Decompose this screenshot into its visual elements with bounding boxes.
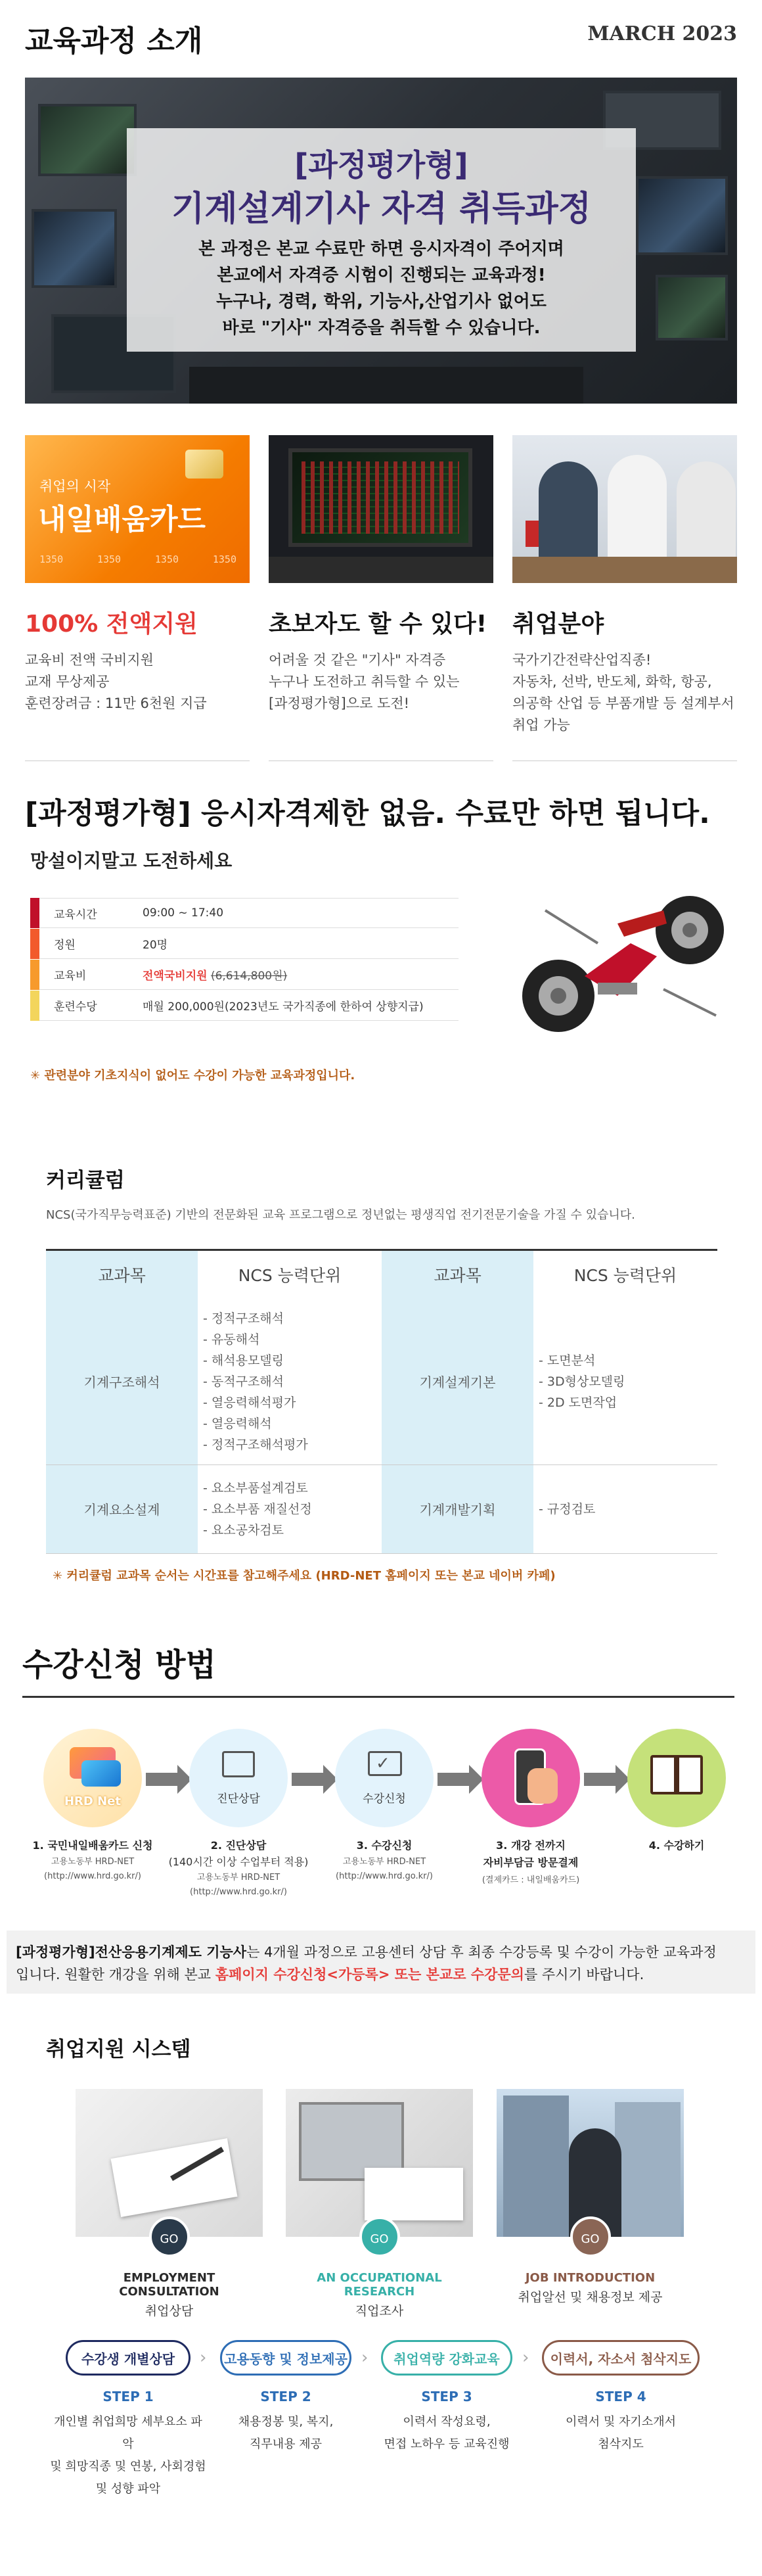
info-key: 훈련수당 bbox=[54, 1000, 97, 1014]
hero-banner bbox=[25, 78, 737, 404]
info-key: 교육시간 bbox=[54, 908, 97, 922]
step-number: STEP 4 bbox=[595, 2389, 646, 2404]
note-text: ✳ 관련분야 기초지식이 없어도 수강이 가능한 교육과정입니다. bbox=[30, 1069, 355, 1083]
step-pill: 취업역량 강화교육 bbox=[381, 2340, 512, 2376]
section-title: [과정평가형] 응시자격제한 없음. 수료만 하면 됩니다. bbox=[25, 797, 710, 830]
step-sub: (http://www.hrd.go.kr/) bbox=[336, 1871, 433, 1881]
subject-cell: 기계요소설계 bbox=[46, 1464, 198, 1553]
step-pill: 수강생 개별상담 bbox=[66, 2340, 190, 2376]
curriculum-title: 커리큘럼 bbox=[46, 1169, 125, 1192]
step-sub: (결제카드 : 내일배움카드) bbox=[482, 1875, 580, 1885]
job-card-introduction bbox=[497, 2089, 684, 2305]
step-label: 4. 수강하기 bbox=[648, 1839, 705, 1852]
card-number: 1350 bbox=[97, 553, 122, 565]
info-row-time bbox=[30, 898, 459, 928]
arrow-icon bbox=[437, 1773, 470, 1786]
card-title-ko: 취업상담 bbox=[145, 2304, 194, 2318]
hero-desc-line: 본교에서 자격증 시험이 진행되는 교육과정! bbox=[217, 266, 546, 285]
divider bbox=[22, 1696, 734, 1698]
units-cell: - 요소부품설계검토 - 요소부품 재질선정 - 요소공차검토 bbox=[198, 1464, 382, 1553]
units-cell: - 도면분석 - 3D형상모델링 - 2D 도면작업 bbox=[533, 1299, 717, 1465]
step-sub: (http://www.hrd.go.kr/) bbox=[44, 1871, 141, 1881]
column-title: 100% 전액지원 bbox=[25, 611, 198, 638]
hero-desc-line: 본 과정은 본교 수료만 하면 응시자격이 주어지며 bbox=[198, 239, 564, 259]
hero-textbox bbox=[127, 128, 636, 352]
row-color-bar bbox=[30, 960, 39, 990]
hero-title: 기계설계기사 자격 취득과정 bbox=[171, 189, 591, 229]
feature-column-beginner bbox=[269, 435, 493, 761]
chevron-right-icon: › bbox=[522, 2348, 529, 2368]
trading-screens-image bbox=[269, 435, 493, 583]
column-header: NCS 능력단위 bbox=[533, 1250, 717, 1299]
page-title: 교육과정 소개 bbox=[25, 24, 203, 58]
step-description: 개인별 취업희망 세부요소 파악 및 희망직종 및 연봉, 사회경험 및 성향 파악 bbox=[50, 2415, 206, 2496]
card-payment-icon bbox=[482, 1729, 580, 1827]
info-row-fee bbox=[30, 960, 459, 990]
card-image bbox=[25, 435, 250, 583]
issue-date: MARCH 2023 bbox=[587, 22, 737, 45]
row-color-bar bbox=[30, 991, 39, 1021]
step-sub: 고용노동부 HRD-NET bbox=[342, 1857, 426, 1867]
note-text: ✳ 커리큘럼 교과목 순서는 시간표를 참고해주세요 (HRD-NET 홈페이지 또는 본교 네이버 카페) bbox=[53, 1569, 556, 1583]
card-title-en: JOB INTRODUCTION bbox=[525, 2271, 656, 2285]
feature-column-funding bbox=[25, 435, 250, 761]
column-header: NCS 능력단위 bbox=[198, 1250, 382, 1299]
step-sub: 고용노동부 HRD-NET bbox=[51, 1857, 135, 1867]
info-value-original: (6,614,800원) bbox=[210, 970, 288, 983]
card-number: 1350 bbox=[39, 553, 64, 565]
info-value: 09:00 ~ 17:40 bbox=[143, 906, 224, 920]
section-subtitle: 망설이지말고 도전하세요 bbox=[30, 850, 233, 872]
column-header: 교과목 bbox=[382, 1250, 533, 1299]
step-description: 이력서 및 자기소개서 첨삭지도 bbox=[566, 2415, 676, 2451]
go-badge: GO bbox=[570, 2216, 611, 2257]
step-number: STEP 3 bbox=[421, 2389, 472, 2404]
row-color-bar bbox=[30, 929, 39, 959]
info-row-allowance bbox=[30, 991, 459, 1021]
card-big-text: 내일배움카드 bbox=[38, 503, 206, 536]
research-image bbox=[286, 2089, 473, 2237]
chip-icon bbox=[185, 450, 223, 479]
card-small-text: 취업의 시작 bbox=[39, 479, 111, 494]
step-number: STEP 1 bbox=[102, 2389, 154, 2404]
step-label: 2. 진단상담 bbox=[210, 1839, 267, 1852]
card-title-en: EMPLOYMENT CONSULTATION bbox=[119, 2271, 219, 2299]
card-title-ko: 취업알선 및 채용정보 제공 bbox=[518, 2290, 663, 2305]
step-sub: 고용노동부 HRD-NET bbox=[196, 1873, 280, 1883]
book-icon bbox=[627, 1729, 726, 1827]
step-label: 3. 개강 전까지 bbox=[496, 1839, 566, 1852]
table-row bbox=[46, 1464, 717, 1553]
info-value-highlight: 전액국비지원 bbox=[143, 970, 208, 983]
card-number: 1350 bbox=[212, 553, 236, 565]
step-number: STEP 2 bbox=[260, 2389, 311, 2404]
units-cell: - 규정검토 bbox=[533, 1464, 717, 1553]
info-key: 정원 bbox=[54, 939, 76, 952]
circle-label: 수강신청 bbox=[363, 1792, 406, 1806]
go-badge: GO bbox=[359, 2216, 400, 2257]
registration-icon: ✓ 수강신청 bbox=[335, 1729, 434, 1827]
step-label: 3. 수강신청 bbox=[356, 1839, 413, 1852]
table-header-row bbox=[46, 1250, 717, 1299]
card-title-en: AN OCCUPATIONAL RESEARCH bbox=[317, 2271, 442, 2299]
step-description: 채용정봉 및, 복지, 직무내용 제공 bbox=[238, 2415, 334, 2451]
arrow-icon bbox=[146, 1773, 179, 1786]
job-support-title: 취업지원 시스템 bbox=[46, 2038, 191, 2061]
subject-cell: 기계구조해석 bbox=[46, 1299, 198, 1465]
hero-desc-line: 누구나, 경력, 학위, 기능사,산업기사 없어도 bbox=[216, 292, 547, 312]
arrow-icon bbox=[292, 1773, 325, 1786]
step-pill: 이력서, 자소서 첨삭지도 bbox=[542, 2340, 700, 2376]
step-label: 1. 국민내일배움카드 신청 bbox=[32, 1839, 153, 1852]
consultation-image bbox=[76, 2089, 263, 2237]
curriculum-table bbox=[46, 1249, 717, 1554]
hero-desc-line: 바로 "기사" 자격증을 취득할 수 있습니다. bbox=[222, 318, 541, 338]
column-title: 초보자도 할 수 있다! bbox=[269, 611, 487, 638]
column-title: 취업분야 bbox=[512, 611, 604, 638]
consultation-icon bbox=[189, 1729, 288, 1827]
step-description: 이력서 작성요령, 면접 노하우 등 교육진행 bbox=[384, 2415, 510, 2451]
job-card-research bbox=[286, 2089, 473, 2319]
arrow-icon bbox=[584, 1773, 617, 1786]
circle-label: 진단상담 bbox=[217, 1792, 260, 1806]
row-color-bar bbox=[30, 898, 39, 928]
info-key: 교육비 bbox=[54, 970, 87, 983]
enroll-title: 수강신청 방법 bbox=[22, 1647, 216, 1683]
column-text: 어려울 것 같은 "기사" 자격증 누구나 도전하고 취득할 수 있는 [과정평가형]으로 도전! bbox=[269, 649, 493, 761]
business-meeting-image bbox=[512, 435, 737, 583]
column-text: 교육비 전액 국비지원 교재 무상제공 훈련장려금 : 11만 6천원 지급 bbox=[25, 649, 250, 761]
hero-subtitle: [과정평가형] bbox=[294, 147, 468, 183]
enroll-notice: [과정평가형]전산응용기계제도 기능사는 4개월 과정으로 고용센터 상담 후 최종 수강등록 및 수강이 가능한 교육과정 입니다. 원활한 개강을 위해 본교 홈페이지 수강신청<가등록> 또는 본교로 수강문의를 주시기 바랍니다. bbox=[7, 1931, 755, 1994]
feature-column-employment bbox=[512, 435, 737, 761]
curriculum-description: NCS(국가직무능력표준) 기반의 전문화된 교육 프로그램으로 정년없는 평생직업 전기전문기술을 가질 수 있습니다. bbox=[46, 1208, 635, 1222]
job-card-consultation bbox=[76, 2089, 263, 2319]
step-sub: (140시간 이상 수업부터 적용) bbox=[168, 1856, 309, 1868]
subject-cell: 기계설계기본 bbox=[382, 1299, 533, 1465]
businessman-image bbox=[497, 2089, 684, 2237]
info-value: 매월 200,000원(2023년도 국가직종에 한하여 상향지급) bbox=[143, 1000, 424, 1014]
units-cell: - 정적구조해석 - 유동해석 - 해석용모델링 - 동적구조해석 - 열응력해석평가 - 열응력해석 - 정적구조해석평가 bbox=[198, 1299, 382, 1465]
chevron-right-icon: › bbox=[200, 2348, 207, 2368]
chevron-right-icon: › bbox=[361, 2348, 369, 2368]
column-text: 국가기간전략산업직종! 자동차, 선박, 반도체, 화학, 항공, 의공학 산업 등 부품개발 등 설계부서 취업 가능 bbox=[512, 649, 737, 761]
engine-parts-image bbox=[519, 884, 729, 1048]
column-header: 교과목 bbox=[46, 1250, 198, 1299]
circle-label: HRD Net bbox=[64, 1794, 121, 1808]
table-row bbox=[46, 1299, 717, 1465]
card-title-ko: 직업조사 bbox=[355, 2304, 404, 2318]
go-badge: GO bbox=[149, 2216, 190, 2257]
info-row-capacity bbox=[30, 929, 459, 959]
step-label: 자비부담금 방문결제 bbox=[483, 1856, 579, 1869]
info-value: 20명 bbox=[143, 939, 168, 952]
step-pill: 고용동향 및 정보제공 bbox=[220, 2340, 351, 2376]
card-number: 1350 bbox=[154, 553, 179, 565]
subject-cell: 기계개발기획 bbox=[382, 1464, 533, 1553]
step-sub: (http://www.hrd.go.kr/) bbox=[190, 1887, 287, 1897]
hrd-net-icon bbox=[43, 1729, 142, 1827]
